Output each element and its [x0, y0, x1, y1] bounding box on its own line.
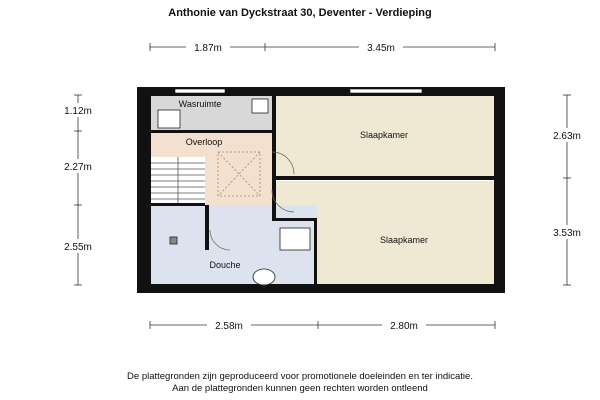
dim-left-1: 1.12m: [64, 106, 92, 117]
room-label-wasruimte: Wasruimte: [178, 99, 222, 109]
room-label-overloop: Overloop: [185, 137, 223, 147]
dim-top-right: 3.45m: [367, 43, 395, 54]
toilet: [253, 269, 275, 285]
washing-machine: [158, 110, 180, 128]
dim-bottom-left: 2.58m: [215, 321, 243, 332]
dim-left-3: 2.55m: [64, 242, 92, 253]
shower-drain: [170, 237, 177, 244]
dim-bottom-right: 2.80m: [390, 321, 418, 332]
dim-top-left: 1.87m: [194, 43, 222, 54]
bathroom-sink: [280, 228, 310, 250]
room-label-douche: Douche: [209, 260, 241, 270]
disclaimer: [0, 371, 600, 395]
disclaimer-line-2: Aan de plattegronden kunnen geen rechten worden ontleend: [172, 383, 428, 394]
laundry-sink: [252, 99, 268, 113]
dim-right-1: 2.63m: [553, 131, 581, 142]
disclaimer-line-1: De plattegronden zijn geproduceerd voor promotionele doeleinden en ter indicatie.: [127, 371, 473, 382]
room-label-slaapkamer-bottom: Slaapkamer: [379, 235, 429, 245]
room-label-slaapkamer-top: Slaapkamer: [359, 130, 409, 140]
plan-title: Anthonie van Dyckstraat 30, Deventer - Verdieping: [168, 7, 432, 19]
dim-right-2: 3.53m: [553, 228, 581, 239]
dim-left-2: 2.27m: [64, 162, 92, 173]
